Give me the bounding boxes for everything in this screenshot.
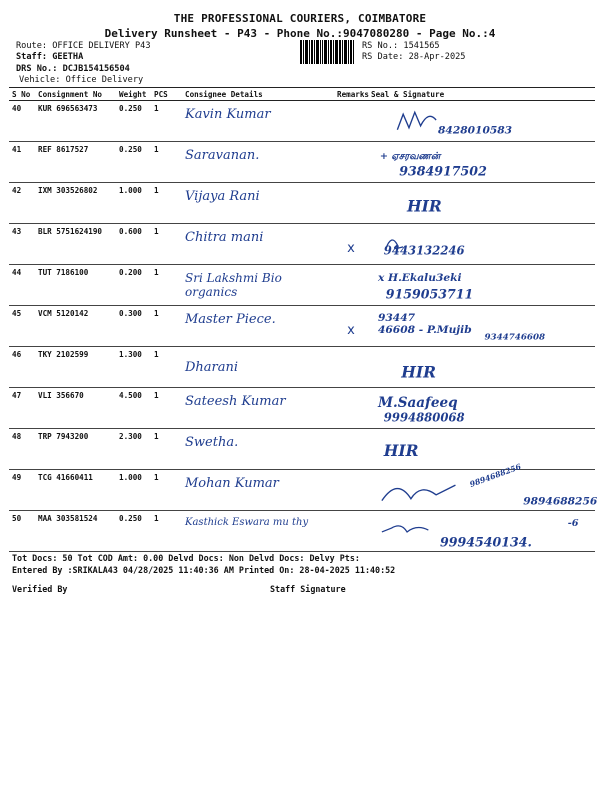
svg-text:+ ஏசரவணன்: + ஏசரவணன் — [379, 151, 441, 163]
cell-sno: 43 — [9, 224, 35, 265]
cell-weight: 1.000 — [116, 470, 151, 511]
consignee-handwriting: Sateesh Kumar — [185, 394, 286, 409]
cell-remarks — [334, 101, 368, 142]
cell-pcs: 1 — [151, 429, 182, 470]
svg-text:46608 - P.Mujib: 46608 - P.Mujib — [378, 322, 472, 336]
signature-image — [378, 103, 591, 139]
remarks-mark: x — [347, 323, 355, 338]
cell-pcs: 1 — [151, 306, 182, 347]
cell-weight: 1.300 — [116, 347, 151, 388]
table-row — [9, 306, 595, 347]
cell-pcs: 1 — [151, 388, 182, 429]
table-row — [9, 470, 595, 511]
cell-sno: 41 — [9, 142, 35, 183]
barcode-image — [300, 40, 354, 64]
cell-consignment-no: VCM 5120142 — [35, 306, 116, 347]
signature-image — [378, 185, 591, 221]
cell-weight: 0.250 — [116, 101, 151, 142]
cell-consignment-no: KUR 696563473 — [35, 101, 116, 142]
consignee-handwriting: Chitra mani — [185, 230, 264, 245]
cell-sno: 45 — [9, 306, 35, 347]
cell-pcs: 1 — [151, 511, 182, 552]
signature-image — [378, 462, 598, 508]
signature-image — [378, 513, 591, 549]
svg-text:9894688256: 9894688256 — [468, 462, 523, 489]
cell-sno: 40 — [9, 101, 35, 142]
cell-consignment-no: MAA 303581524 — [35, 511, 116, 552]
cell-consignment-no: TRP 7943200 — [35, 429, 116, 470]
col-header-pcs: PCS — [151, 88, 182, 101]
cell-signature — [368, 265, 595, 306]
consignee-handwriting: Vijaya Rani — [185, 189, 260, 204]
cell-signature — [368, 429, 595, 470]
svg-text:8428010583: 8428010583 — [438, 123, 513, 137]
cell-sno: 48 — [9, 429, 35, 470]
svg-text:9994540134.: 9994540134. — [439, 534, 532, 550]
runsheet-subtitle: Delivery Runsheet - P43 - Phone No.:9047080280 - Page No.:4 — [104, 27, 496, 40]
cell-remarks — [334, 511, 368, 552]
cell-signature — [368, 142, 595, 183]
svg-text:HIR: HIR — [407, 196, 442, 216]
cell-consignee — [182, 183, 334, 224]
cell-remarks — [334, 142, 368, 183]
cell-weight: 0.600 — [116, 224, 151, 265]
vehicle-info: Vehicle: Office Delivery — [19, 75, 144, 85]
cell-sno: 42 — [9, 183, 35, 224]
cell-pcs: 1 — [151, 265, 182, 306]
rs-date: RS Date: 28-Apr-2025 — [362, 52, 466, 62]
svg-text:93447: 93447 — [378, 311, 416, 325]
consignee-handwriting: Kasthick Eswara mu thy — [185, 517, 309, 528]
cell-weight: 0.200 — [116, 265, 151, 306]
svg-text:9384917502: 9384917502 — [399, 163, 487, 179]
col-header-weight: Weight — [116, 88, 151, 101]
cell-remarks — [334, 470, 368, 511]
staff-info: Staff: GEETHA — [16, 52, 84, 62]
cell-consignee — [182, 306, 334, 347]
signature-image — [378, 226, 591, 262]
remarks-mark: x — [347, 241, 355, 256]
cell-pcs: 1 — [151, 470, 182, 511]
totals-line: Tot Docs: 50 Tot COD Amt: 0.00 Delvd Docs: Non Delvd Docs: Delvy Pts: — [12, 553, 360, 563]
cell-pcs: 1 — [151, 224, 182, 265]
svg-text:x H.Ekalu3eki: x H.Ekalu3eki — [378, 271, 462, 285]
table-row — [9, 347, 595, 388]
consignee-handwriting: Saravanan. — [185, 148, 260, 163]
cell-remarks — [334, 347, 368, 388]
col-header-consignee: Consignee Details — [182, 88, 334, 101]
signature-image — [378, 390, 591, 426]
consignee-handwriting: Kavin Kumar — [185, 107, 271, 122]
cell-consignee — [182, 470, 334, 511]
cell-signature — [368, 388, 595, 429]
cell-pcs: 1 — [151, 101, 182, 142]
cell-consignee — [182, 265, 334, 306]
cell-consignment-no: REF 8617527 — [35, 142, 116, 183]
svg-text:9344746608: 9344746608 — [484, 332, 546, 343]
table-row — [9, 265, 595, 306]
svg-text:HIR: HIR — [383, 440, 419, 460]
cell-signature — [368, 101, 595, 142]
signature-image — [378, 144, 591, 180]
cell-consignment-no: VLI 356670 — [35, 388, 116, 429]
cell-weight: 0.250 — [116, 511, 151, 552]
table-row — [9, 101, 595, 142]
cell-pcs: 1 — [151, 183, 182, 224]
cell-remarks — [334, 388, 368, 429]
cell-consignee — [182, 511, 334, 552]
consignee-handwriting: Master Piece. — [185, 312, 276, 327]
cell-signature — [368, 306, 595, 347]
cell-consignment-no: TKY 2102599 — [35, 347, 116, 388]
cell-consignment-no: BLR 5751624190 — [35, 224, 116, 265]
signature-image — [378, 349, 591, 385]
cell-remarks — [334, 265, 368, 306]
cell-remarks — [334, 306, 368, 347]
svg-text:9994880068: 9994880068 — [383, 410, 465, 425]
cell-sno: 49 — [9, 470, 35, 511]
cell-consignee — [182, 101, 334, 142]
rs-number: RS No.: 1541565 — [362, 41, 440, 51]
cell-signature — [368, 462, 598, 511]
signature-image — [378, 267, 591, 303]
drs-info: DRS No.: DCJB154156504 — [16, 64, 130, 74]
cell-sno: 50 — [9, 511, 35, 552]
consignee-handwriting: Dharani — [185, 360, 239, 375]
svg-text:9894688256: 9894688256 — [523, 494, 598, 508]
runsheet-table — [9, 87, 598, 552]
company-title: THE PROFESSIONAL COURIERS, COIMBATORE — [173, 12, 427, 25]
cell-consignee — [182, 388, 334, 429]
svg-text:-6: -6 — [567, 518, 579, 530]
cell-consignee — [182, 142, 334, 183]
cell-consignment-no: IXM 303526802 — [35, 183, 116, 224]
svg-text:9443132246: 9443132246 — [383, 243, 465, 258]
table-row — [9, 511, 595, 552]
verified-by-label: Verified By — [12, 584, 68, 594]
cell-signature — [368, 224, 595, 265]
staff-signature-label: Staff Signature — [270, 584, 346, 594]
svg-text:9159053711: 9159053711 — [385, 286, 474, 302]
table-row — [9, 142, 595, 183]
cell-pcs: 1 — [151, 347, 182, 388]
cell-signature — [368, 183, 595, 224]
cell-remarks — [334, 183, 368, 224]
cell-weight: 1.000 — [116, 183, 151, 224]
cell-signature — [368, 347, 595, 388]
table-row — [9, 183, 595, 224]
cell-signature — [368, 511, 595, 552]
consignee-handwriting: Sri Lakshmi Bio organics — [185, 271, 282, 299]
col-header-signature: Seal & Signature — [368, 88, 595, 101]
table-row — [9, 388, 595, 429]
cell-consignee — [182, 429, 334, 470]
cell-weight: 0.250 — [116, 142, 151, 183]
cell-pcs: 1 — [151, 142, 182, 183]
table-row — [9, 429, 595, 470]
cell-weight: 0.300 — [116, 306, 151, 347]
cell-consignment-no: TUT 7186100 — [35, 265, 116, 306]
table-row — [9, 224, 595, 265]
col-header-sno: S No — [9, 88, 35, 101]
cell-consignee — [182, 347, 334, 388]
col-header-consignment: Consignment No — [35, 88, 116, 101]
cell-weight: 2.300 — [116, 429, 151, 470]
signature-image — [378, 431, 591, 467]
cell-consignment-no: TCG 41660411 — [35, 470, 116, 511]
svg-text:M.Saafeeq: M.Saafeeq — [378, 395, 458, 412]
cell-sno: 44 — [9, 265, 35, 306]
cell-consignee — [182, 224, 334, 265]
entered-by-line: Entered By :SRIKALA43 04/28/2025 11:40:36 AM Printed On: 28-04-2025 11:40:52 — [12, 565, 396, 575]
signature-image — [378, 308, 591, 344]
cell-remarks — [334, 429, 368, 470]
svg-text:HIR: HIR — [401, 362, 436, 382]
table-header-row — [9, 88, 595, 101]
cell-remarks — [334, 224, 368, 265]
consignee-handwriting: Swetha. — [185, 435, 239, 450]
col-header-remarks: Remarks — [334, 88, 368, 101]
consignee-handwriting: Mohan Kumar — [185, 476, 279, 491]
cell-sno: 46 — [9, 347, 35, 388]
cell-weight: 4.500 — [116, 388, 151, 429]
cell-sno: 47 — [9, 388, 35, 429]
route-info: Route: OFFICE DELIVERY P43 — [16, 41, 151, 51]
